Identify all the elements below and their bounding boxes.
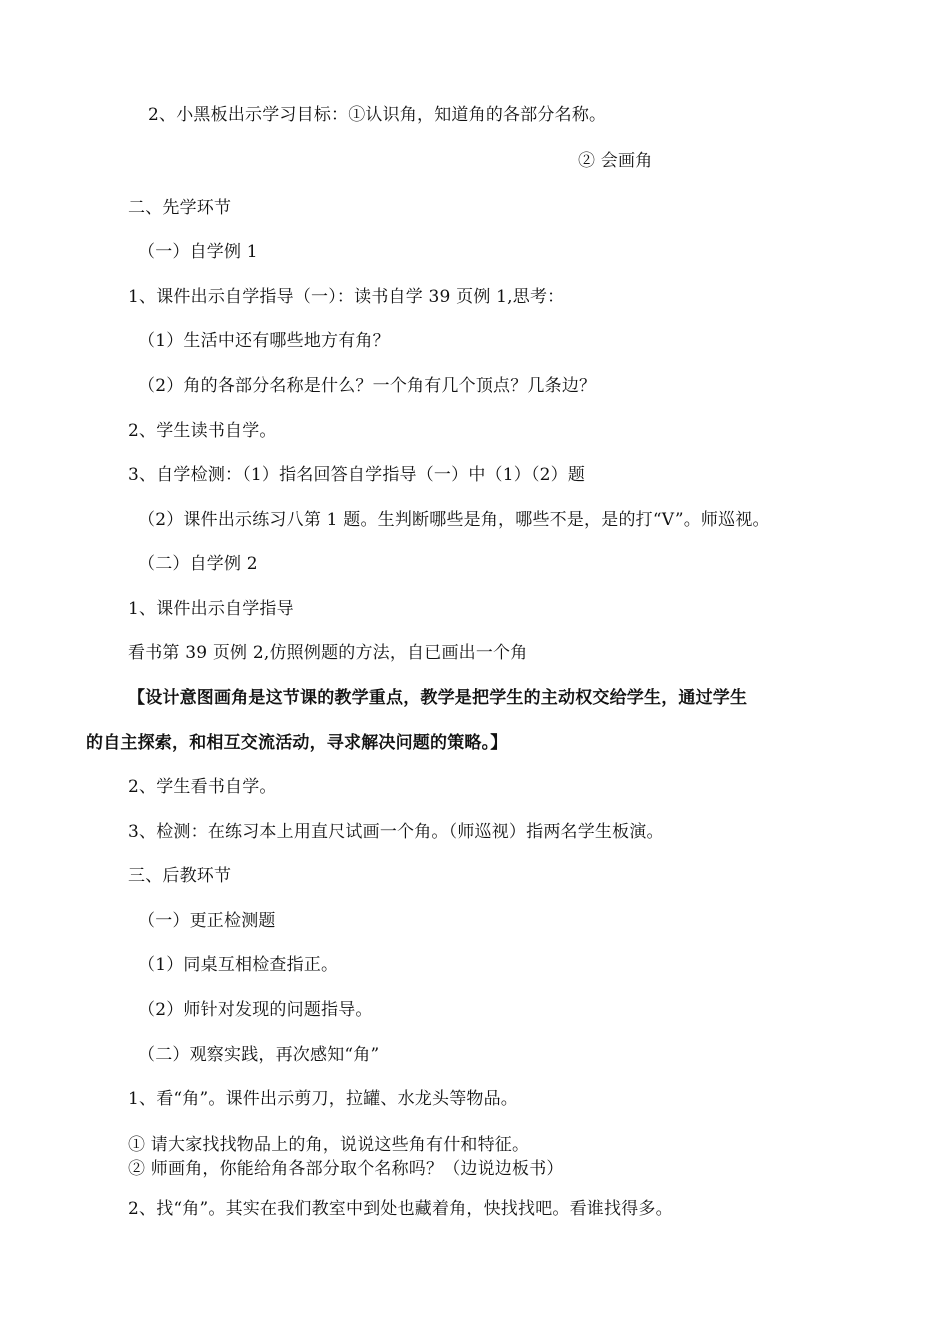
text-line: 1、看“角”。课件出示剪刀，拉罐、水龙头等物品。	[128, 1089, 518, 1109]
subsection-heading: （二）观察实践，再次感知“角”	[138, 1045, 380, 1065]
text-line: 1、课件出示自学指导（一）：读书自学 39 页例 1,思考：	[128, 287, 565, 307]
subsection-heading: （一）更正检测题	[138, 911, 276, 931]
text-line: 3、检测：在练习本上用直尺试画一个角。（师巡视）指两名学生板演。	[128, 822, 664, 842]
text-line: 2、学生读书自学。	[128, 421, 277, 441]
text-line: （1）同桌互相检查指正。	[138, 955, 339, 975]
text-line: （2）师针对发现的问题指导。	[138, 1000, 373, 1020]
design-intent-note: 的自主探索，和相互交流活动，寻求解决问题的策略。】	[86, 733, 508, 753]
subsection-heading: （二）自学例 2	[138, 554, 258, 574]
section-heading: 三、后教环节	[128, 866, 232, 886]
subsection-heading: （一）自学例 1	[138, 242, 258, 262]
design-intent-note: 【设计意图画角是这节课的教学重点，教学是把学生的主动权交给学生，通过学生	[128, 688, 748, 708]
text-line: （2）角的各部分名称是什么？一个角有几个顶点？几条边？	[138, 376, 597, 396]
text-line: 2、找“角”。其实在我们教室中到处也藏着角，快找找吧。看谁找得多。	[128, 1199, 673, 1219]
text-line: ② 师画角，你能给角各部分取个名称吗？（边说边板书）	[128, 1159, 564, 1179]
text-line: 3、自学检测：（1）指名回答自学指导（一）中（1）（2）题	[128, 465, 586, 485]
text-line: 2、小黑板出示学习目标：①认识角，知道角的各部分名称。	[148, 105, 607, 125]
text-line: ① 请大家找找物品上的角，说说这些角有什和特征。	[128, 1135, 530, 1155]
text-line: 2、学生看书自学。	[128, 777, 277, 797]
text-line: 1、课件出示自学指导	[128, 599, 294, 619]
text-line: （1）生活中还有哪些地方有角？	[138, 331, 390, 351]
text-line: ② 会画角	[578, 151, 653, 171]
text-line: （2）课件出示练习八第 1 题。生判断哪些是角，哪些不是，是的打“V”。师巡视。	[138, 510, 770, 530]
section-heading: 二、先学环节	[128, 198, 232, 218]
text-line: 看书第 39 页例 2,仿照例题的方法，自已画出一个角	[128, 643, 528, 663]
